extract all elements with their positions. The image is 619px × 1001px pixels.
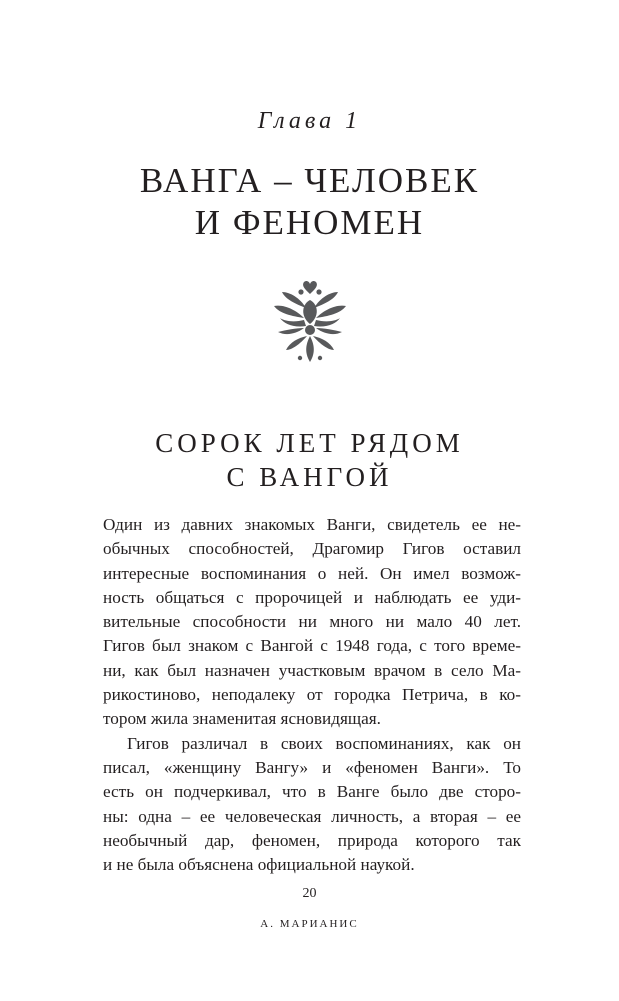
page-number: 20 [302,886,317,901]
body-line: Гигов различал в своих воспоминаниях, как он [127,733,521,753]
chapter-title-line-2: И ФЕНОМЕН [194,203,425,242]
body-text [103,513,521,877]
body-line: интересные воспоминания о ней. Он имел возмож- [103,563,521,583]
body-line: писал, «женщину Вангу» и «феномен Ванги». То [103,757,521,777]
body-line: вительные способности ни много ни мало 40 лет. [103,612,521,632]
chapter-label: Глава 1 [257,108,362,134]
body-line: ни, как был назначен участковым врачом в село Ма- [103,660,521,680]
section-title-line-1: СОРОК ЛЕТ РЯДОМ [155,428,464,458]
body-line: ны: одна – ее человеческая личность, а вторая – ее [103,806,521,826]
section-title [0,426,619,494]
body-line: обычных способностей, Драгомир Гигов оставил [103,539,521,559]
floral-ornament-icon [270,278,350,368]
body-line: тором жила знаменитая ясновидящая. [103,709,381,729]
body-line: необычный дар, феномен, природа которого так [103,830,521,850]
body-line: рикостиново, неподалеку от городка Петрича, в ко- [103,685,521,705]
body-line: Один из давних знакомых Ванги, свидетель ее не- [103,515,521,534]
running-footer-author: А. МАРИАНИС [260,918,359,930]
body-line: Гигов был знаком с Вангой с 1948 года, с того време- [103,636,521,656]
chapter-title-line-1: ВАНГА – ЧЕЛОВЕК [139,161,480,200]
body-line: есть он подчеркивал, что в Ванге было две сторо- [103,782,521,802]
chapter-title [0,160,619,244]
body-line: и не была объяснена официальной наукой. [103,855,415,875]
section-title-line-2: С ВАНГОЙ [226,462,393,492]
body-line: ность общаться с пророчицей и наблюдать ее уди- [103,587,521,607]
